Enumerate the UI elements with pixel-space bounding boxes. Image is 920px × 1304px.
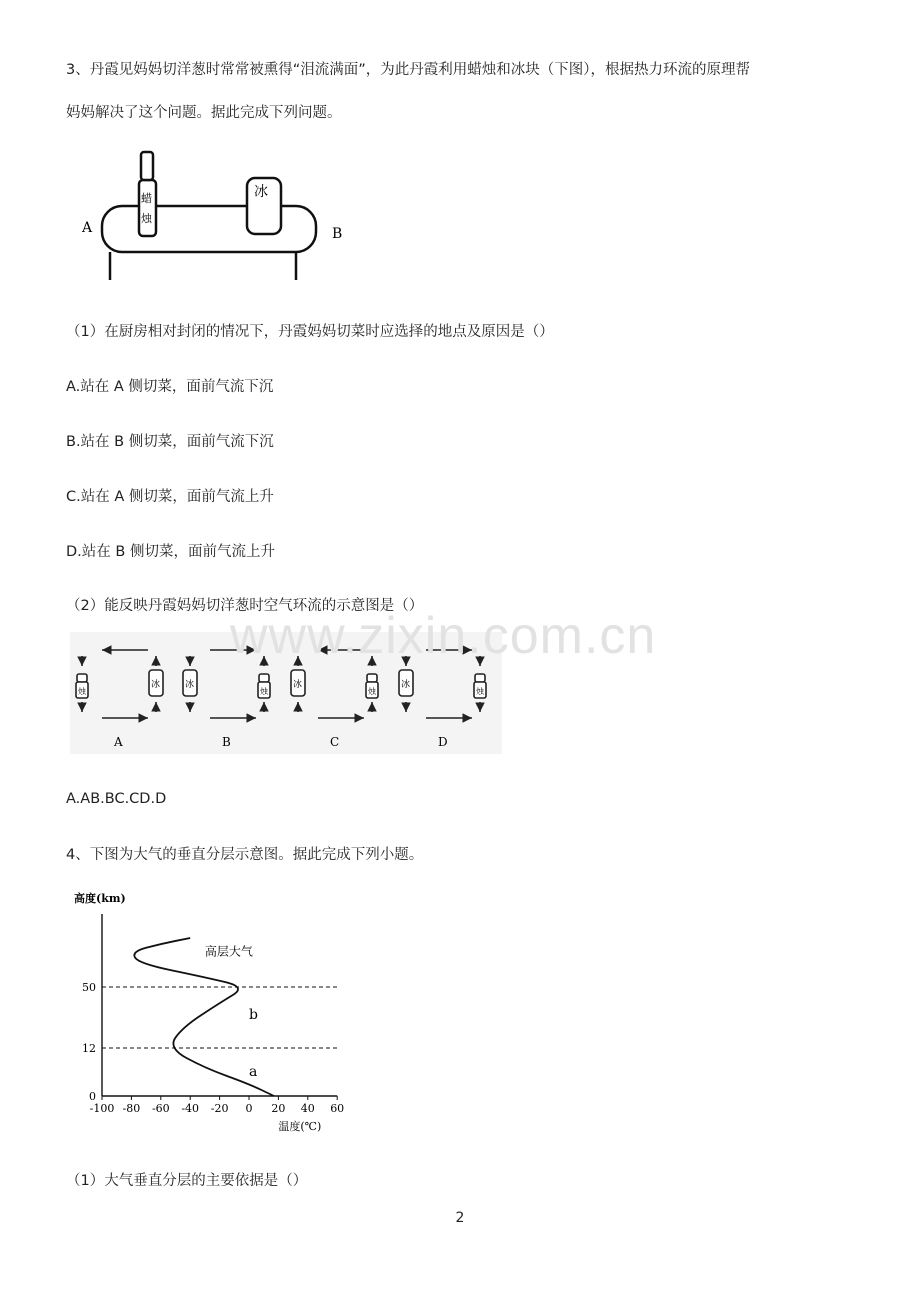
q4-stem: 4、下图为大气的垂直分层示意图。据此完成下列小题。 (66, 847, 424, 863)
x-tick-label: -60 (151, 1102, 170, 1115)
q4-sub1: （1）大气垂直分层的主要依据是（） (66, 1173, 308, 1189)
fig1-label-a: A (82, 220, 93, 236)
x-tick-label: 0 (245, 1102, 253, 1115)
candle-ice-figure (76, 148, 366, 283)
candle-label: 烛 (476, 687, 484, 696)
ice-label: 冰 (185, 680, 195, 690)
x-tick-label: -40 (181, 1102, 200, 1115)
x-tick-label: -20 (210, 1102, 229, 1115)
fig1-label-b: B (332, 226, 343, 242)
y-tick-label: 50 (82, 981, 96, 995)
candle-wick (77, 674, 87, 682)
q3-option-d: D.站在 B 侧切菜，面前气流上升 (66, 544, 275, 560)
candle-wick (259, 674, 269, 682)
x-tick-label: -100 (89, 1102, 115, 1115)
diagram-option-label: B (222, 735, 231, 749)
q3-sub2: （2）能反映丹霞妈妈切洋葱时空气环流的示意图是（） (66, 598, 424, 614)
diagram-option-label: C (330, 735, 340, 749)
x-axis-label: 温度(℃) (278, 1120, 322, 1133)
fig1-candle-text-1: 蜡 (141, 192, 152, 205)
y-tick-label: 12 (82, 1042, 96, 1055)
diagram-option-label: D (438, 735, 448, 749)
y-tick-label: 0 (89, 1090, 96, 1103)
x-tick-label: 40 (300, 1102, 315, 1115)
ice-label: 冰 (401, 680, 411, 690)
candle-label: 烛 (260, 687, 268, 696)
ice-label: 冰 (293, 680, 303, 690)
atmosphere-layer-chart (72, 884, 372, 1136)
q3-options2: A.AB.BC.CD.D (66, 791, 167, 807)
x-tick-label: -80 (122, 1102, 141, 1115)
fig1-candle-text-2: 烛 (141, 212, 152, 225)
diagram-option-label: A (114, 735, 123, 749)
candle-wick (475, 674, 485, 682)
y-axis-label: 高度(km) (74, 892, 126, 905)
candle-wick (367, 674, 377, 682)
q3-stem-line2: 妈妈解决了这个问题。据此完成下列问题。 (66, 105, 342, 121)
x-tick-label: 60 (330, 1102, 345, 1115)
watermark: www.zixin.com.cn (230, 607, 657, 665)
candle-label: 烛 (368, 687, 376, 696)
candle-label: 烛 (78, 687, 86, 696)
q3-option-c: C.站在 A 侧切菜，面前气流上升 (66, 489, 274, 505)
ice-label: 冰 (151, 680, 161, 690)
q3-option-b: B.站在 B 侧切菜，面前气流下沉 (66, 434, 274, 450)
page-number: 2 (455, 1210, 465, 1226)
fig1-ice-text: 冰 (254, 184, 268, 200)
q3-sub1: （1）在厨房相对封闭的情况下，丹霞妈妈切菜时应选择的地点及原因是（） (66, 324, 554, 340)
layer-label: b (249, 1007, 258, 1024)
x-tick-label: 20 (271, 1102, 286, 1115)
q3-stem-line1: 3、丹霞见妈妈切洋葱时常常被熏得“泪流满面”，为此丹霞利用蜡烛和冰块（下图），根据热力环流的原理帮 (66, 62, 750, 78)
q3-option-a: A.站在 A 侧切菜，面前气流下沉 (66, 379, 274, 395)
layer-label: 高层大气 (204, 944, 253, 959)
layer-label: a (249, 1064, 258, 1080)
